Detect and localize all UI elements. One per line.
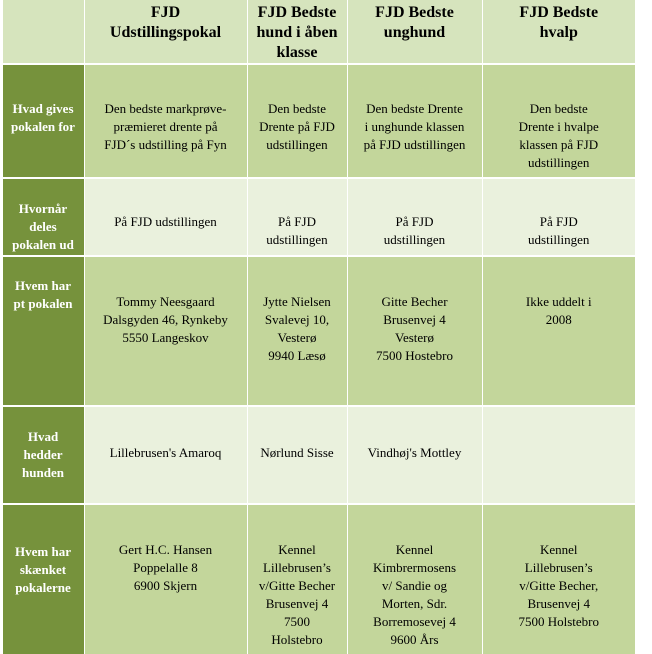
table-cell: På FJD udstillingen	[84, 178, 247, 256]
table-cell: Gert H.C. Hansen Poppelalle 8 6900 Skjern	[84, 504, 247, 654]
column-header-bedste-hvalp: FJD Bedste hvalp	[482, 0, 635, 64]
row-header-hvad-hedder: Hvad hedder hunden	[3, 406, 84, 504]
table-cell: Kennel Lillebrusen’s v/Gitte Becher Brusenvej 4 7500 Holstebro	[247, 504, 347, 654]
table-cell: Vindhøj's Mottley	[347, 406, 482, 504]
table-cell: Nørlund Sisse	[247, 406, 347, 504]
table-cell: Den bedste Drente på FJD udstillingen	[247, 64, 347, 178]
table-cell: Tommy Neesgaard Dalsgyden 46, Rynkeby 5550 Langeskov	[84, 256, 247, 406]
table-cell: Kennel Kimbrermosens v/ Sandie og Morten, Sdr. Borremosevej 4 9600 Års	[347, 504, 482, 654]
trophy-table	[3, 0, 635, 654]
table-cell: På FJD udstillingen	[347, 178, 482, 256]
column-header-bedste-unghund: FJD Bedste unghund	[347, 0, 482, 64]
table-cell: Gitte Becher Brusenvej 4 Vesterø 7500 Hostebro	[347, 256, 482, 406]
column-header-udstillingspokal: FJD Udstillingspokal	[84, 0, 247, 64]
table-cell: Kennel Lillebrusen’s v/Gitte Becher, Brusenvej 4 7500 Holstebro	[482, 504, 635, 654]
table-cell: På FJD udstillingen	[247, 178, 347, 256]
table-cell: Jytte Nielsen Svalevej 10, Vesterø 9940 Læsø	[247, 256, 347, 406]
row-header-hvornaar: Hvornår deles pokalen ud	[3, 178, 84, 256]
row-header-hvem-har-pt: Hvem har pt pokalen	[3, 256, 84, 406]
table-cell: Den bedste Drente i unghunde klassen på FJD udstillingen	[347, 64, 482, 178]
row-header-hvad-gives: Hvad gives pokalen for	[3, 64, 84, 178]
table-cell: På FJD udstillingen	[482, 178, 635, 256]
column-header-bedste-hund: FJD Bedste hund i åben klasse	[247, 0, 347, 64]
header-corner	[3, 0, 84, 64]
table-cell: Ikke uddelt i 2008	[482, 256, 635, 406]
table-cell: Den bedste markprøve- præmieret drente på FJD´s udstilling på Fyn	[84, 64, 247, 178]
table-cell: Lillebrusen's Amaroq	[84, 406, 247, 504]
table-cell	[482, 406, 635, 504]
table-cell: Den bedste Drente i hvalpe klassen på FJD udstillingen	[482, 64, 635, 178]
row-header-hvem-har-skaenket: Hvem har skænket pokalerne	[3, 504, 84, 654]
